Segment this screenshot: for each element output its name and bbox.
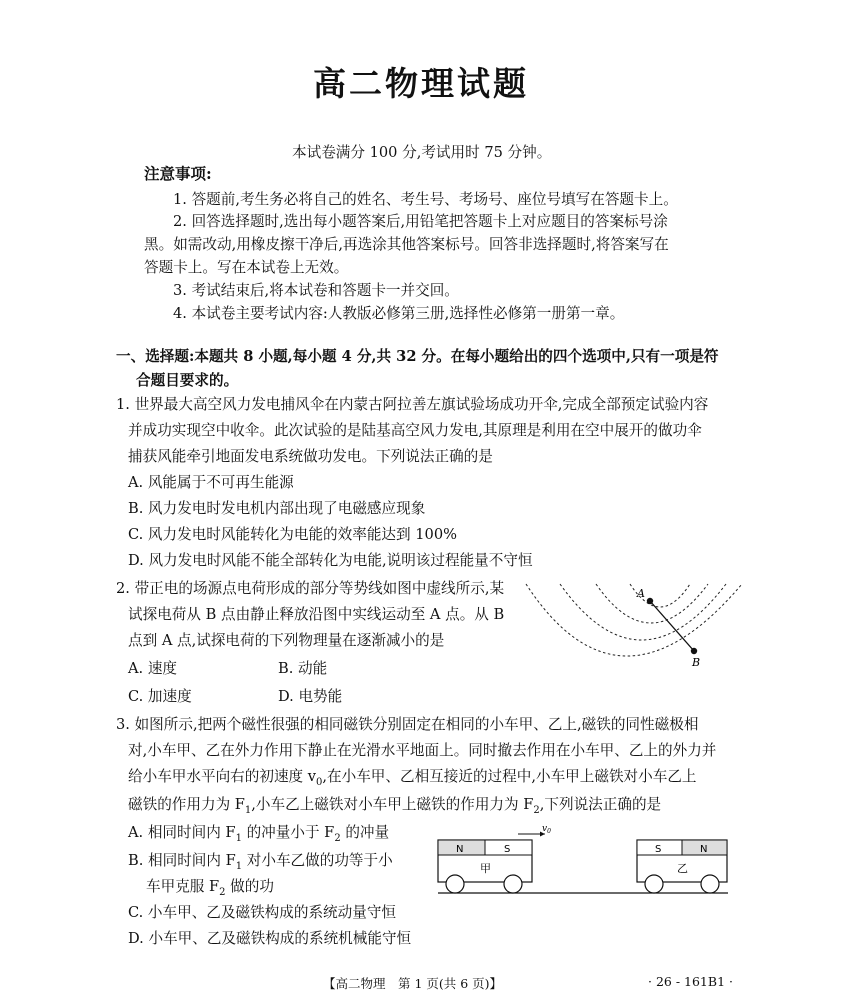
q1-option-a: A. 风能属于不可再生能源 [128, 474, 294, 491]
q3-line-4-text-b: ,小车乙上磁铁对小车甲上磁铁的作用力为 F [251, 796, 534, 813]
q3-line-4-sub-2: 2 [533, 804, 540, 816]
q3-option-a-text-b: 的冲量小于 F [241, 824, 335, 841]
q2-option-b: B. 动能 [278, 660, 328, 677]
section-1-heading-line-2: 合题目要求的。 [136, 372, 239, 389]
trajectory-line [650, 601, 694, 651]
q3-stem-line-3 [128, 768, 697, 792]
q1-option-d: D. 风力发电时风能不能全部转化为电能,说明该过程能量不守恒 [128, 552, 533, 569]
footer-code: · 26 - 161B1 · [648, 974, 733, 989]
q3-stem-line-2: 对,小车甲、乙在外力作用下静止在光滑水平地面上。同时撤去作用在小车甲、乙上的外力并 [128, 742, 717, 759]
cart-jia-wheel-left [446, 875, 464, 893]
notice-item-2-line-3: 答题卡上。写在本试卷上无效。 [144, 259, 349, 276]
q3-option-b-line-1 [128, 852, 393, 876]
cart-jia-wheel-right [504, 875, 522, 893]
notice-item-4: 4. 本试卷主要考试内容:人教版必修第三册,选择性必修第一册第一章。 [173, 305, 625, 322]
cart-yi-magnet-s-label: S [655, 844, 662, 855]
cart-jia-name: 甲 [480, 862, 491, 875]
q3-option-a-text-c: 的冲量 [340, 824, 390, 841]
q3-option-b-line-2-text-b: 做的功 [225, 878, 274, 895]
q3-option-b-text-b: 对小车乙做的功等于小 [242, 852, 393, 869]
cart-yi-wheel-right [701, 875, 719, 893]
velocity-label-v: v [542, 824, 548, 834]
q2-stem-line-3: 点到 A 点,试探电荷的下列物理量在逐渐减小的是 [128, 632, 445, 649]
q2-stem-line-2: 试探电荷从 B 点由静止释放沿图中实线运动至 A 点。从 B [128, 606, 505, 623]
q1-option-b: B. 风力发电时发电机内部出现了电磁感应现象 [128, 500, 426, 517]
q3-line-4-text-a: 磁铁的作用力为 F [128, 796, 245, 813]
equipotential-arc-1 [526, 584, 742, 656]
q3-option-c: C. 小车甲、乙及磁铁构成的系统动量守恒 [128, 904, 397, 921]
notice-item-1: 1. 答题前,考生务必将自己的姓名、考生号、考场号、座位号填写在答题卡上。 [173, 191, 678, 208]
q3-carts-figure [430, 822, 730, 898]
q3-line-4-text-c: ,下列说法正确的是 [539, 796, 662, 813]
q3-option-b-line-2-text-a: 车甲克服 F [146, 878, 220, 895]
q2-equipotential-figure [520, 578, 746, 678]
q3-option-b-sub-2: 2 [219, 886, 226, 898]
notice-heading: 注意事项: [144, 164, 212, 183]
footer-page-number: 【高二物理 第 1 页(共 6 页)】 [323, 976, 503, 991]
q3-option-a-sub-1: 1 [235, 832, 242, 844]
q3-line-4-sub-1: 1 [244, 804, 252, 816]
q3-line-3-text-a: 给小车甲水平向右的初速度 v [128, 768, 317, 785]
notice-item-3: 3. 考试结束后,将本试卷和答题卡一并交回。 [173, 282, 459, 299]
q1-stem-line-2: 并成功实现空中收伞。此次试验的是陆基高空风力发电,其原理是利用在空中展开的做功伞 [128, 422, 702, 439]
cart-jia-magnet-s-label: S [504, 844, 511, 855]
q3-line-3-text-b: ,在小车甲、乙相互接近的过程中,小车甲上磁铁对小车乙上 [322, 768, 697, 785]
q2-option-a: A. 速度 [128, 660, 178, 677]
q3-option-d: D. 小车甲、乙及磁铁构成的系统机械能守恒 [128, 930, 412, 947]
q1-option-c: C. 风力发电时风能转化为电能的效率能达到 100% [128, 526, 457, 543]
cart-yi-magnet-n-label: N [700, 844, 708, 855]
q3-option-a [128, 824, 389, 848]
point-b-label: B [692, 656, 701, 669]
q2-option-d: D. 电势能 [278, 688, 343, 705]
q3-option-a-text-a: A. 相同时间内 F [128, 824, 236, 841]
exam-info: 本试卷满分 100 分,考试用时 75 分钟。 [292, 144, 552, 161]
cart-jia-magnet-n-label: N [456, 844, 464, 855]
q3-option-b-sub-1: 1 [235, 860, 243, 872]
q3-stem-line-4 [128, 796, 661, 820]
q2-stem-line-1: 2. 带正电的场源点电荷形成的部分等势线如图中虚线所示,某 [116, 580, 505, 597]
velocity-label-sub: 0 [547, 828, 551, 835]
q1-stem-line-1: 1. 世界最大高空风力发电捕风伞在内蒙古阿拉善左旗试验场成功开伞,完成全部预定试验内容 [116, 396, 709, 413]
q3-option-b-line-2 [146, 878, 274, 902]
section-1-heading-line-1: 一、选择题:本题共 8 小题,每小题 4 分,共 32 分。在每小题给出的四个选项中,只有一项是符 [116, 348, 719, 365]
q3-stem-line-1: 3. 如图所示,把两个磁性很强的相同磁铁分别固定在相同的小车甲、乙上,磁铁的同性磁极相 [116, 716, 699, 733]
q3-option-a-sub-2: 2 [334, 832, 341, 844]
notice-item-2-line-1: 2. 回答选择题时,选出每小题答案后,用铅笔把答题卡上对应题目的答案标号涂 [173, 213, 668, 230]
velocity-label [542, 824, 551, 835]
cart-yi-name: 乙 [677, 862, 688, 875]
cart-yi-wheel-left [645, 875, 663, 893]
point-b [691, 648, 697, 654]
notice-item-2-line-2: 黑。如需改动,用橡皮擦干净后,再选涂其他答案标号。回答非选择题时,将答案写在 [144, 236, 669, 253]
point-a [647, 598, 653, 604]
point-a-label: A [637, 587, 645, 600]
q1-stem-line-3: 捕获风能牵引地面发电系统做功发电。下列说法正确的是 [128, 448, 493, 465]
q3-line-3-sub: 0 [316, 776, 323, 788]
q2-option-c: C. 加速度 [128, 688, 192, 705]
q3-option-b-text-a: B. 相同时间内 F [128, 852, 236, 869]
page-title: 高二物理试题 [313, 64, 529, 103]
